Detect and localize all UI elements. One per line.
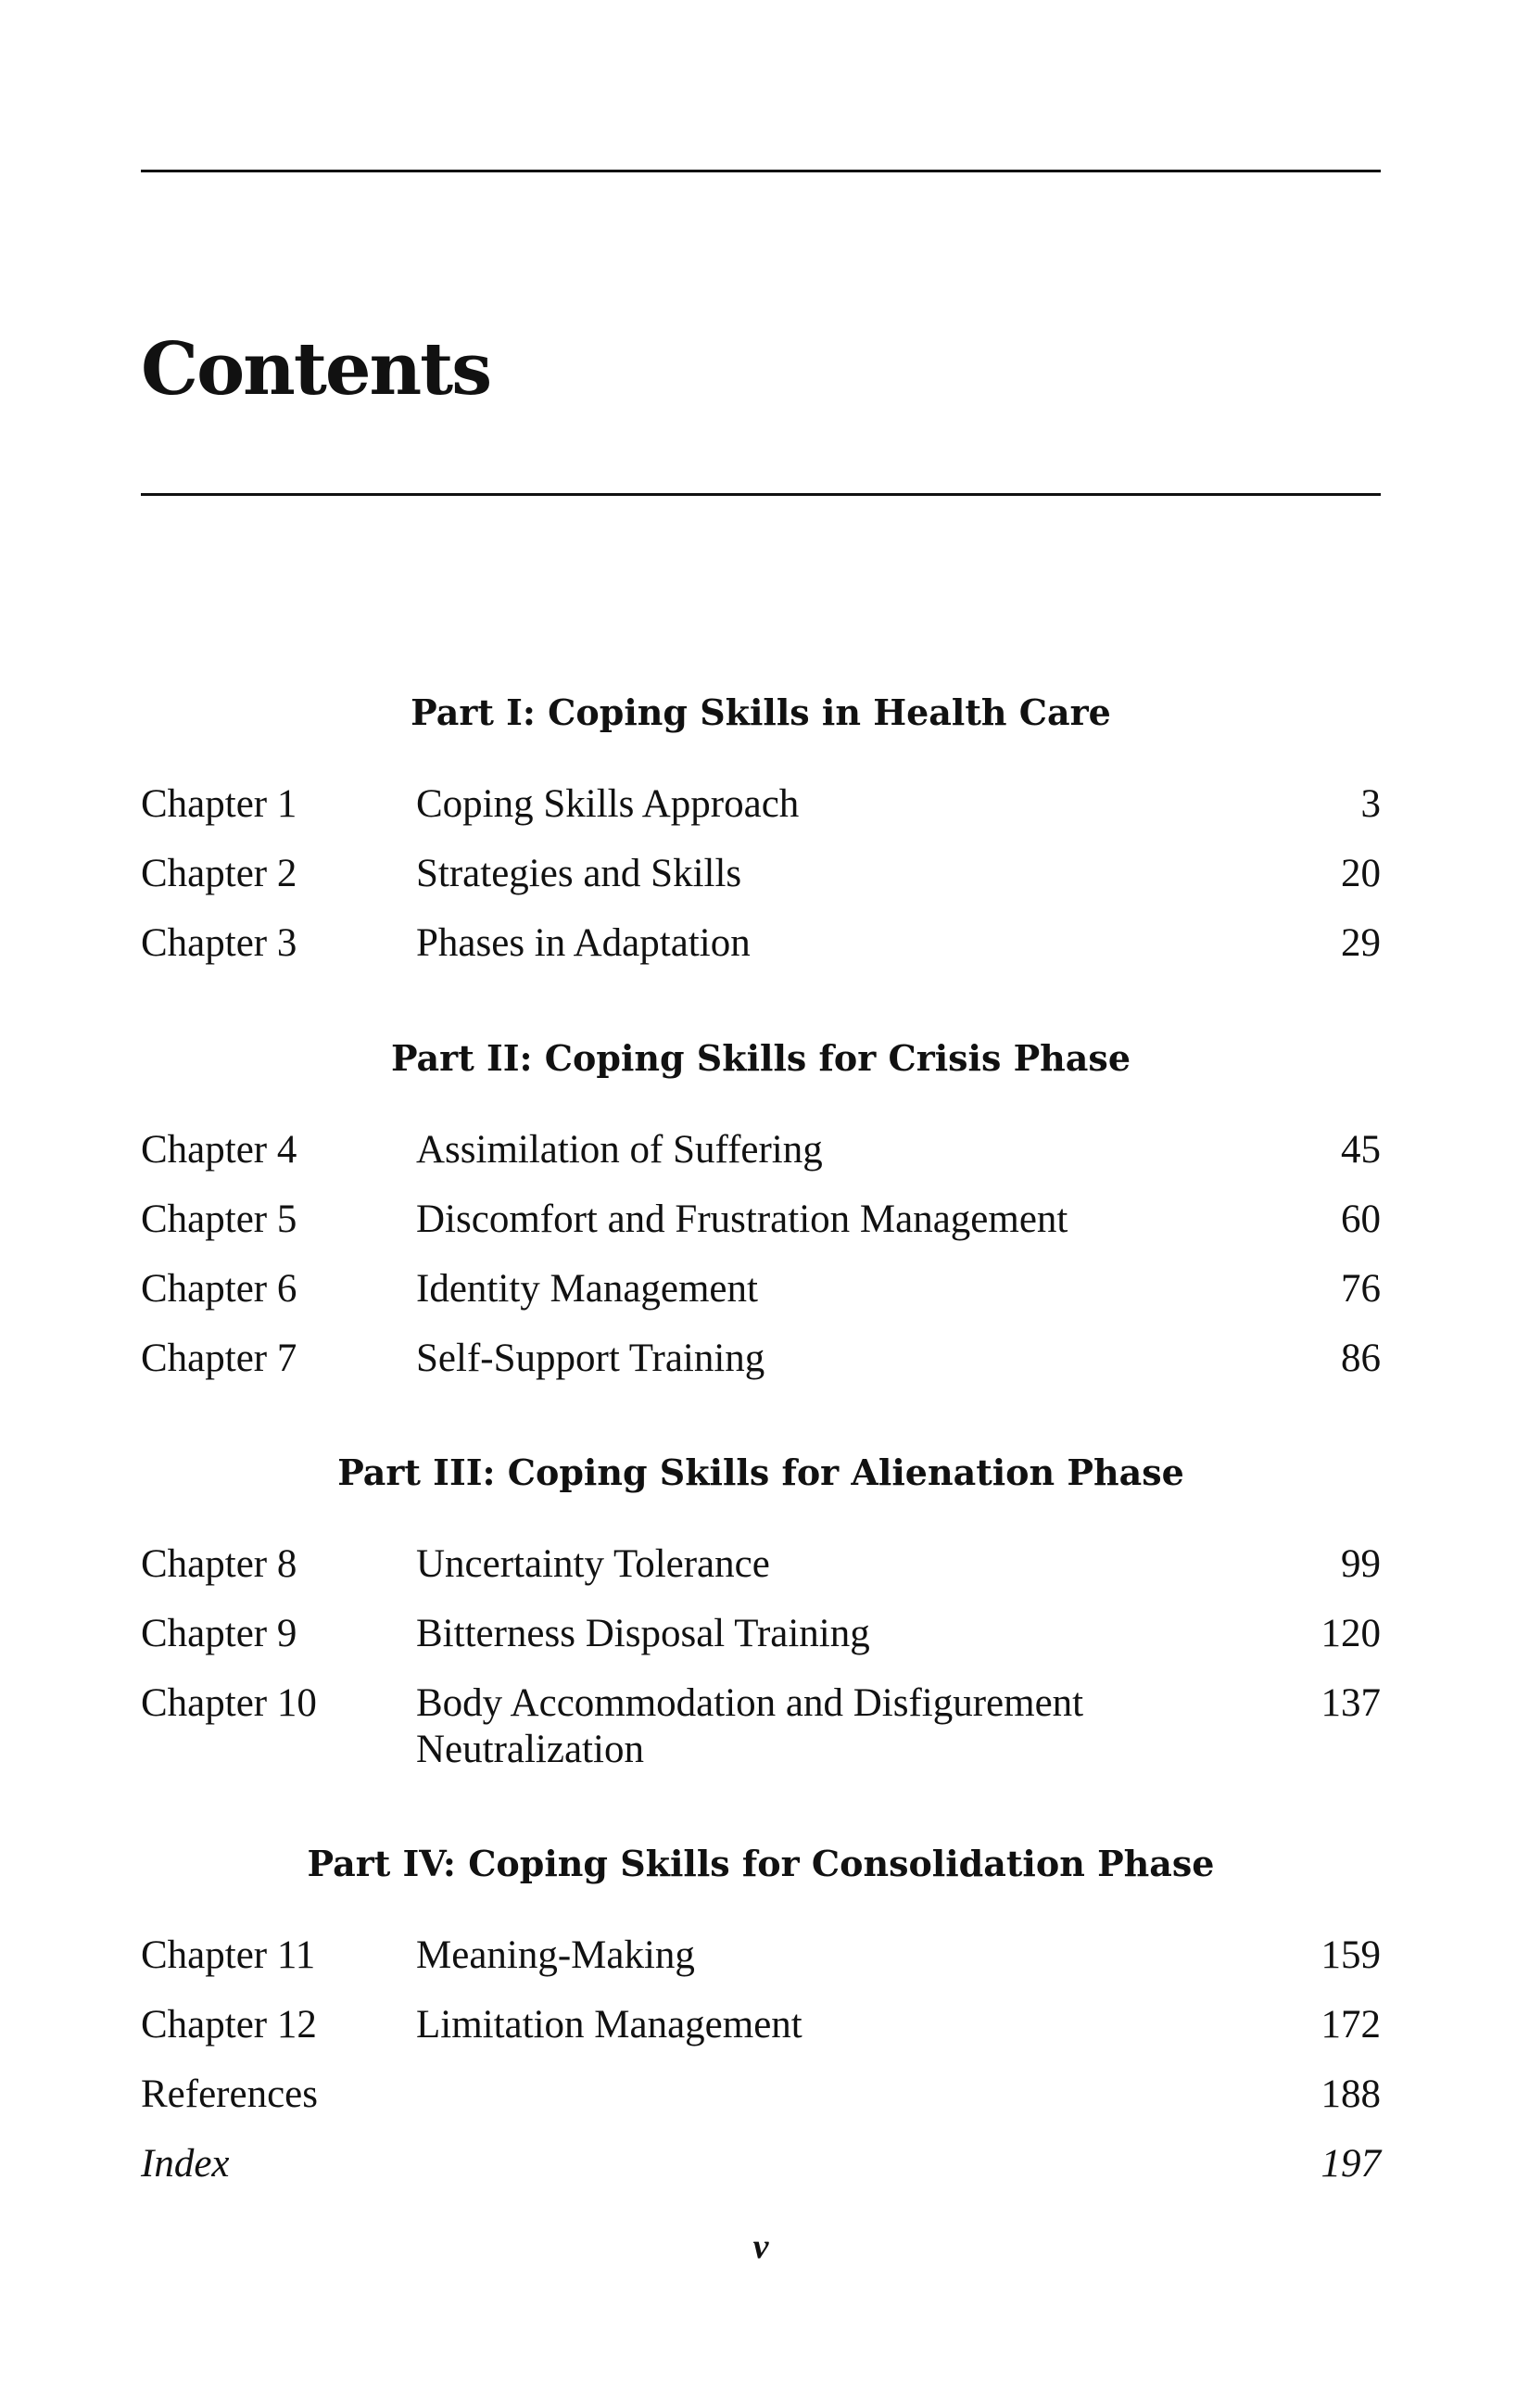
part-4-heading: Part IV: Coping Skills for Consolidation Phase [307, 1843, 1215, 1884]
page-number: 60 [1341, 1198, 1381, 1241]
back-matter-label: References [141, 2072, 318, 2116]
chapter-title: Limitation Management [416, 2003, 802, 2047]
page-number: 188 [1320, 2072, 1381, 2116]
page-number: 197 [1320, 2142, 1381, 2186]
chapter-label: Chapter 3 [141, 921, 297, 965]
page-number: 86 [1341, 1337, 1381, 1380]
chapter-title: Discomfort and Frustration Management [416, 1198, 1068, 1241]
chapter-label: Chapter 2 [141, 852, 297, 895]
top-rule [141, 170, 1381, 172]
page-number: 137 [1320, 1681, 1381, 1725]
page-folio: v [752, 2227, 769, 2266]
page-number: 120 [1320, 1612, 1381, 1655]
title-bottom-rule [141, 493, 1381, 496]
chapter-title: Self-Support Training [416, 1337, 765, 1380]
part-1-heading: Part I: Coping Skills in Health Care [411, 691, 1111, 733]
page-number: 76 [1341, 1267, 1381, 1311]
back-matter-label: Index [141, 2142, 230, 2186]
chapter-label: Chapter 12 [141, 2003, 317, 2047]
chapter-label: Chapter 6 [141, 1267, 297, 1311]
chapter-title: Bitterness Disposal Training [416, 1612, 870, 1655]
chapter-label: Chapter 9 [141, 1612, 297, 1655]
chapter-title: Meaning-Making [416, 1933, 695, 1977]
chapter-label: Chapter 4 [141, 1128, 297, 1172]
chapter-label: Chapter 7 [141, 1337, 297, 1380]
chapter-title: Coping Skills Approach [416, 782, 800, 826]
chapter-title: Uncertainty Tolerance [416, 1542, 770, 1586]
chapter-title: Body Accommodation and Disfigurement Neutralization [416, 1681, 1084, 1771]
part-3-heading: Part III: Coping Skills for Alienation Phase [337, 1451, 1184, 1493]
chapter-title: Phases in Adaptation [416, 921, 751, 965]
chapter-label: Chapter 5 [141, 1198, 297, 1241]
page-title: Contents [141, 327, 491, 412]
page-number: 3 [1360, 782, 1381, 826]
page-number: 45 [1341, 1128, 1381, 1172]
page-number: 159 [1320, 1933, 1381, 1977]
page-number: 20 [1341, 852, 1381, 895]
chapter-label: Chapter 8 [141, 1542, 297, 1586]
chapter-title: Assimilation of Suffering [416, 1128, 823, 1172]
part-2-heading: Part II: Coping Skills for Crisis Phase [391, 1037, 1131, 1079]
page-number: 99 [1341, 1542, 1381, 1586]
chapter-title: Identity Management [416, 1267, 758, 1311]
chapter-label: Chapter 1 [141, 782, 297, 826]
page-number: 29 [1341, 921, 1381, 965]
chapter-label: Chapter 10 [141, 1681, 317, 1725]
chapter-label: Chapter 11 [141, 1933, 316, 1977]
page-number: 172 [1320, 2003, 1381, 2047]
chapter-title: Strategies and Skills [416, 852, 742, 895]
